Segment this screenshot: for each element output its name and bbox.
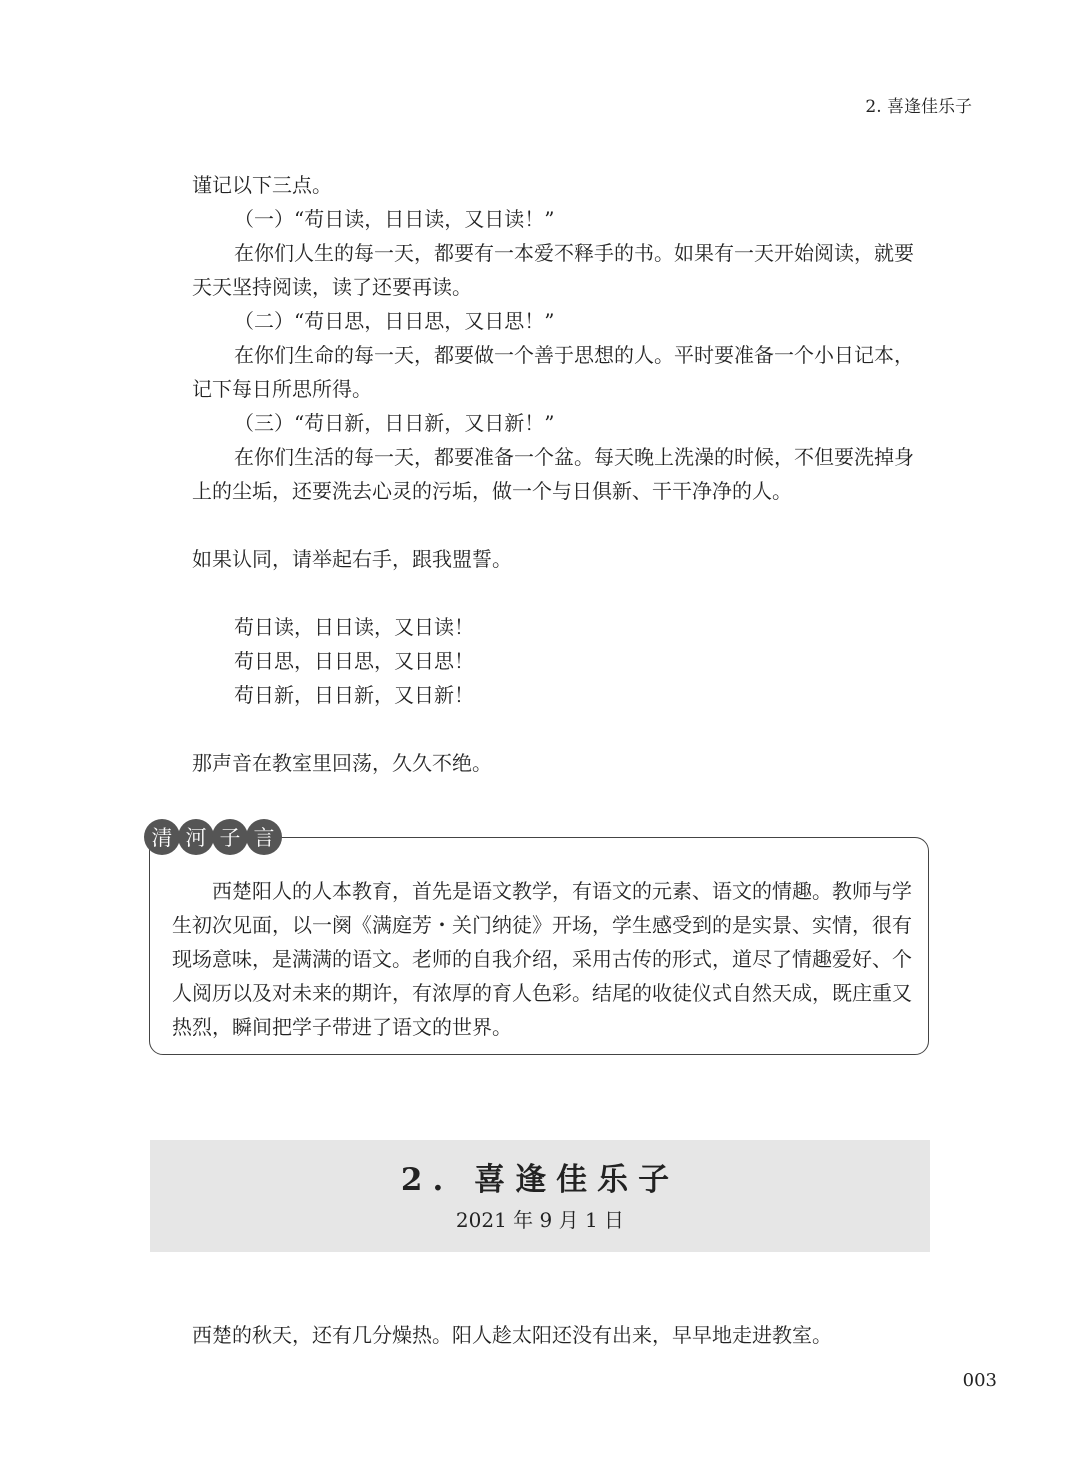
section-date: 2021 年 9 月 1 日 (455, 1208, 625, 1232)
oath-line: 苟日读，日日读，又日读！ (234, 615, 474, 639)
running-header: 2. 喜逢佳乐子 (865, 97, 972, 117)
paragraph: 谨记以下三点。 (192, 173, 332, 197)
title-char: 子 (212, 819, 248, 855)
point-heading-1: （一）“苟日读，日日读，又日读！” (234, 207, 555, 231)
point-heading-2: （二）“苟日思，日日思，又日思！” (234, 309, 555, 333)
oath-line: 苟日思，日日思，又日思！ (234, 649, 474, 673)
title-char: 河 (178, 819, 214, 855)
title-char: 清 (144, 819, 180, 855)
paragraph: 西楚的秋天，还有几分燥热。阳人趁太阳还没有出来，早早地走进教室。 (192, 1323, 832, 1347)
point-heading-3: （三）“苟日新，日日新，又日新！” (234, 411, 555, 435)
commentary-text: 西楚阳人的人本教育，首先是语文教学，有语文的元素、语文的情趣。教师与学生初次见面，以一阕《满庭芳・关门纳徒》开场，学生感受到的是实景、实情，很有现场意味，是满满的语文。老师的自我介绍，采用古传的形式，道尽了情趣爱好、个人阅历以及对未来的期许，有浓厚的育人色彩。结尾的收徒仪式自然天成，既庄重又热烈，瞬间把学子带进了语文的世界。 (172, 879, 912, 1039)
oath-line: 苟日新，日日新，又日新！ (234, 683, 474, 707)
section-banner (150, 1140, 930, 1252)
paragraph: 在你们生命的每一天，都要做一个善于思想的人。平时要准备一个小日记本， (234, 343, 914, 367)
paragraph: 记下每日所思所得。 (192, 377, 372, 401)
title-char: 言 (246, 819, 282, 855)
paragraph: 天天坚持阅读，读了还要再读。 (192, 275, 472, 299)
paragraph: 在你们人生的每一天，都要有一本爱不释手的书。如果有一天开始阅读，就要 (234, 241, 914, 265)
paragraph: 那声音在教室里回荡，久久不绝。 (192, 751, 492, 775)
section-title: 2. 喜逢佳乐子 (400, 1162, 680, 1198)
paragraph: 如果认同，请举起右手，跟我盟誓。 (192, 547, 512, 571)
page-number: 003 (962, 1370, 997, 1391)
commentary-title (144, 818, 280, 856)
paragraph: 上的尘垢，还要洗去心灵的污垢，做一个与日俱新、干干净净的人。 (192, 479, 792, 503)
paragraph: 在你们生活的每一天，都要准备一个盆。每天晚上洗澡的时候，不但要洗掉身 (234, 445, 914, 469)
